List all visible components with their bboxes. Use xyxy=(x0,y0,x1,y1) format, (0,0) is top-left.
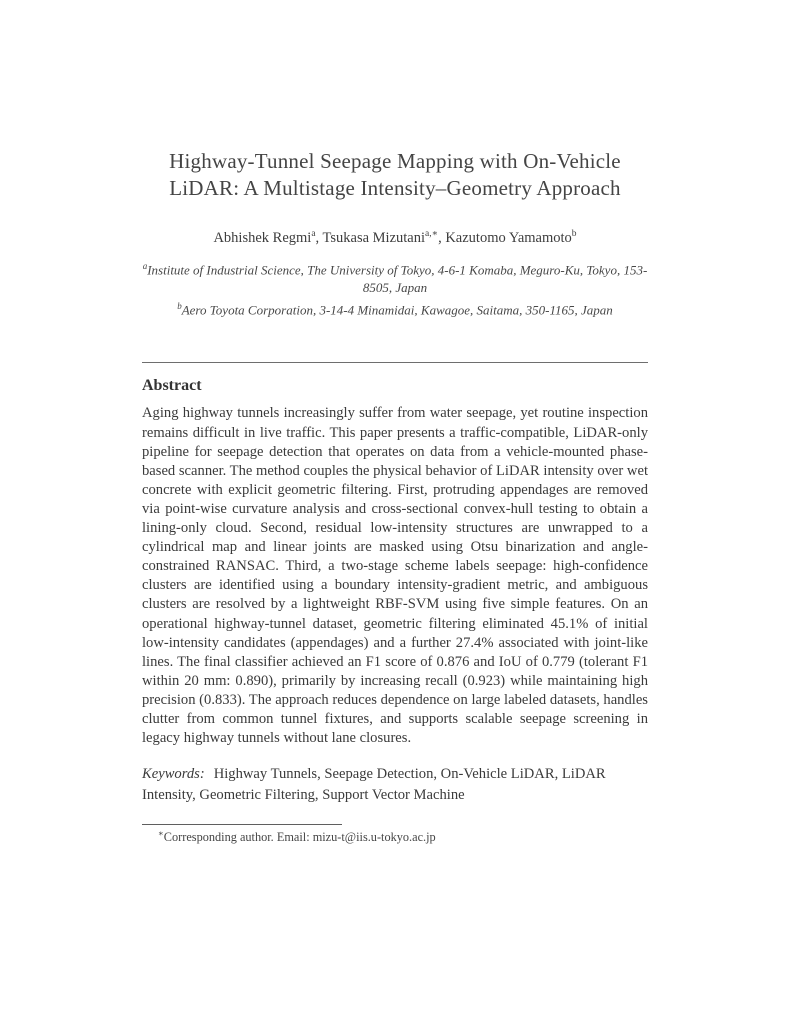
keywords-line xyxy=(142,764,648,806)
author-3 xyxy=(445,230,576,246)
abstract-text: Aging highway tunnels increasingly suffer from water seepage, yet routine inspection remains difficult in live traffic. This paper presents a traffic-compatible, LiDAR-only pipeline for seepage detection that operates on data from a vehicle-mounted phase-based scanner. The method couples the physical behavior of LiDAR intensity over wet concrete with explicit geometric filtering. First, protruding appendages are removed via point-wise curvature analysis and cross-sectional convex-hull testing to obtain a lining-only cloud. Second, residual low-intensity structures are unwrapped to a cylindrical map and linear joints are masked using Otsu binarization and angle-constrained RANSAC. Third, a two-stage scheme labels seepage: high-confidence clusters are identified using a boundary intensity-gradient metric, and ambiguous clusters are resolved by a lightweight RBF-SVM using five simple features. On an operational highway-tunnel dataset, geometric filtering eliminated 45.1% of initial low-intensity candidates (appendages) and a further 27.4% associated with joint-like lines. The final classifier achieved an F1 score of 0.876 and IoU of 0.779 (tolerant F1 within 20 mm: 0.890), primarily by increasing recall (0.923) while maintaining high precision (0.833). The approach reduces dependence on large labeled datasets, handles clutter from common tunnel fixtures, and supports scalable seepage screening in legacy highway tunnels without lane closures. xyxy=(142,405,648,747)
author-1 xyxy=(213,230,322,246)
footnote-divider xyxy=(142,824,342,825)
author-line xyxy=(142,228,648,247)
footnote-marker: ∗ xyxy=(158,828,164,839)
corresponding-author-note xyxy=(142,828,648,845)
author-3-affiliation-mark: b xyxy=(571,229,577,239)
footnote-text: Corresponding author. Email: mizu-t@iis.u-tokyo.ac.jp xyxy=(163,830,436,845)
text-column xyxy=(142,0,648,845)
paper-title-line-1: Highway-Tunnel Seepage Mapping with On-Vehicle xyxy=(169,149,621,173)
abstract-divider xyxy=(142,362,648,363)
keywords-label: Keywords: xyxy=(142,766,205,783)
author-separator: , xyxy=(315,229,323,246)
affiliation-b xyxy=(142,297,648,319)
author-2-name: Tsukasa Mizutani xyxy=(322,229,426,246)
author-1-affiliation-mark: a xyxy=(311,229,316,239)
author-1-name: Abhishek Regmi xyxy=(213,229,312,246)
affiliation-b-mark: b xyxy=(177,301,182,312)
affiliations-block xyxy=(142,257,648,320)
paper-title-line-2: LiDAR: A Multistage Intensity–Geometry Approach xyxy=(169,176,621,200)
author-2-affiliation-mark: a,∗ xyxy=(425,229,439,239)
author-separator: , xyxy=(438,229,446,246)
footnote-block xyxy=(142,824,648,845)
author-3-name: Kazutomo Yamamoto xyxy=(445,229,572,246)
keywords-list: Highway Tunnels, Seepage Detection, On-Vehicle LiDAR, LiDAR Intensity, Geometric Filtering, Support Vector Machine xyxy=(142,766,606,804)
paper-title xyxy=(142,148,648,202)
affiliation-a xyxy=(142,257,648,297)
affiliation-b-text: Aero Toyota Corporation, 3-14-4 Minamidai, Kawagoe, Saitama, 350-1165, Japan xyxy=(181,302,613,318)
author-2 xyxy=(323,230,446,246)
affiliation-a-mark: a xyxy=(142,260,148,271)
abstract-heading: Abstract xyxy=(142,377,202,395)
affiliation-a-text: Institute of Industrial Science, The University of Tokyo, 4-6-1 Komaba, Meguro-Ku, Tokyo, 153-8505, Japan xyxy=(147,262,648,296)
